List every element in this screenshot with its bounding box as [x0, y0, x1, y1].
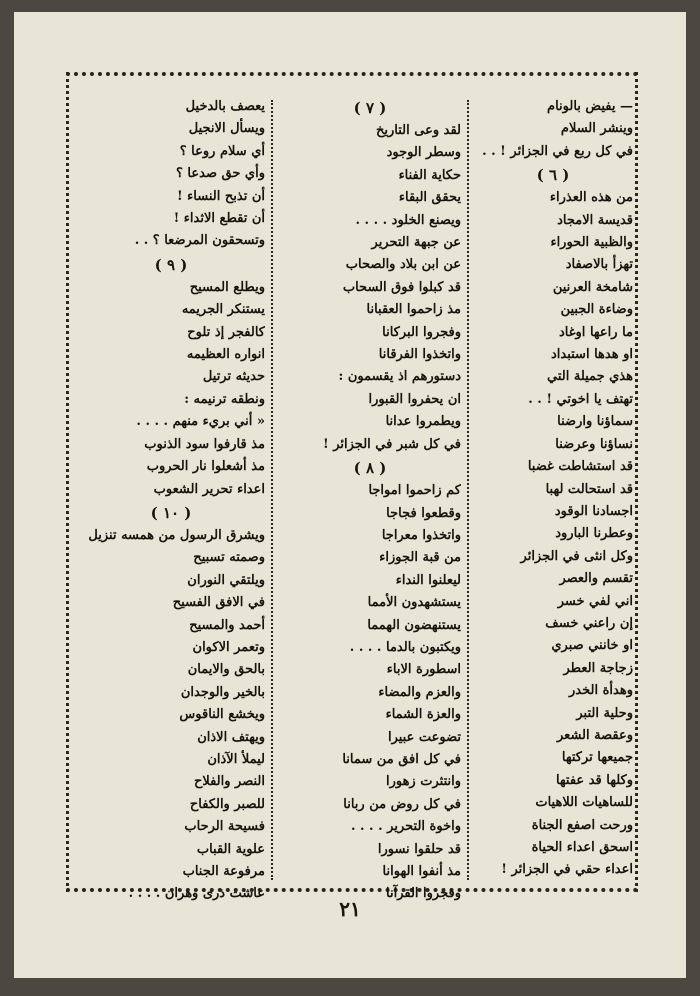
- poem-line: للساهيات اللاهيات: [535, 795, 633, 811]
- poem-line: من هذه العذراء: [549, 190, 633, 206]
- poem-line: جميعها تركتها: [561, 750, 633, 766]
- poem-line: وأي حق صدعا ؟: [175, 166, 265, 182]
- poem-line: ليملأ الآذان: [207, 751, 265, 767]
- poem-line: كم زاحموا امواجا: [368, 483, 461, 499]
- poem-line: عن جبهة التحرير: [371, 235, 461, 251]
- poem-line: بالحق والايمان: [187, 662, 265, 678]
- poem-line: اعداء تحرير الشعوب: [153, 481, 265, 497]
- poem-line: وانتثرت زهورا: [385, 774, 461, 790]
- poem-line: تهتف يا اخوتي ! . .: [528, 391, 633, 407]
- poem-line: ويطلع المسيح: [189, 279, 265, 295]
- poem-line: في كل ربع في الجزائر ! . .: [482, 143, 633, 159]
- poem-line: ونطقه ترنيمه :: [184, 391, 265, 407]
- poem-line: علوية القباب: [196, 841, 265, 857]
- poem-line: ويلتقي النوران: [187, 572, 265, 588]
- poem-line: قديسة الامجاد: [557, 212, 633, 228]
- poem-line: وكلها قد عفتها: [555, 772, 633, 788]
- column-divider-left: [271, 100, 273, 880]
- poem-line: ويكتبون بالدما . . . .: [349, 639, 461, 655]
- poem-line: حديثه ترتيل: [202, 369, 265, 385]
- poem-line: في كل شبر في الجزائر !: [323, 436, 461, 452]
- poem-column-middle: [279, 96, 461, 906]
- poem-line: من قبة الجوزاء: [379, 550, 461, 566]
- poem-line: وصمته تسبيح: [193, 550, 265, 566]
- poem-column-right: [473, 96, 633, 882]
- poem-line: ويطمروا عدانا: [385, 414, 461, 430]
- poem-line: وعطرنا البارود: [555, 526, 633, 542]
- poem-line: شامخة العرنين: [552, 279, 633, 295]
- poem-line: واتخذوا الفرقانا: [378, 347, 461, 363]
- poem-line: مذ أشعلوا نار الحروب: [146, 459, 265, 475]
- poem-line: مذ زاحموا العقبانا: [366, 302, 461, 318]
- poem-line: ليعلنوا النداء: [395, 572, 461, 588]
- poem-line: اجسادنا الوقود: [554, 503, 633, 519]
- poem-line: قد كبلوا فوق السحاب: [342, 279, 461, 295]
- poem-line: تهزأ بالاصفاد: [565, 257, 633, 273]
- poem-column-left: [77, 96, 265, 906]
- poem-line: قد استشاطت غضبا: [527, 459, 633, 475]
- poem-line: للصبر والكفاح: [189, 796, 265, 812]
- poem-line: كالفجر إذ تلوح: [187, 324, 265, 340]
- section-number: ( ٦ ): [536, 166, 570, 185]
- poem-line: في كل روض من ربانا: [343, 796, 461, 812]
- poem-line: ويخشع الناقوس: [179, 707, 265, 723]
- poem-line: اسطورة الاباء: [386, 662, 461, 678]
- poem-line: وفجروا البركانا: [382, 324, 461, 340]
- document-page: [14, 12, 686, 978]
- poem-line: ويصنع الخلود . . . .: [355, 212, 461, 228]
- poem-line: لقد وعى التاريخ: [375, 123, 461, 138]
- poem-line: زجاجة العطر: [563, 660, 633, 676]
- poem-line: أحمد والمسيح: [189, 617, 265, 633]
- poem-line: تقسم والعصر: [559, 571, 633, 587]
- poem-line: مذ أنفوا الهوانا: [382, 864, 461, 879]
- poem-line: بالخير والوجدان: [180, 684, 265, 700]
- poem-line: حكاية الفناء: [398, 167, 461, 183]
- poem-line: يحقق البقاء: [398, 190, 461, 206]
- poem-line: وكل انثى في الجزائر: [520, 548, 633, 564]
- poem-line: والعزم والمضاء: [378, 684, 461, 700]
- poem-line: مرفوعة الجناب: [182, 864, 265, 879]
- poem-line: ان يحفروا القبورا: [368, 391, 461, 407]
- poem-line: ما راعها اوغاد: [558, 324, 633, 340]
- poem-line: وعقصة الشعر: [557, 727, 633, 743]
- poem-line: — يفيض بالونام: [547, 99, 633, 114]
- poem-line: مذ قارفوا سود الذنوب: [144, 436, 265, 452]
- poem-line: وضاءة الجبين: [560, 302, 633, 318]
- poem-line: وتسحقون المرضعا ؟ . .: [134, 233, 265, 249]
- poem-line: قد استحالت لهبا: [545, 481, 633, 497]
- poem-line: دستورهم اذ يقسمون :: [338, 369, 461, 385]
- poem-line: ويهتف الاذان: [197, 729, 265, 745]
- poem-line: يستشهدون الأمما: [367, 595, 461, 611]
- poem-line: أن تذبح النساء !: [176, 188, 265, 204]
- section-number: ( ٨ ): [353, 459, 387, 478]
- poem-line: ويشرق الرسول من همسه تنزيل: [88, 527, 265, 543]
- poem-line: في الافق الفسيح: [172, 595, 265, 611]
- poem-line: وفجروا القرآنا: [386, 886, 461, 902]
- poem-line: النصر والفلاح: [193, 774, 265, 790]
- poem-line: إن راعني خسف: [545, 615, 633, 631]
- poem-line: يعصف بالدخيل: [185, 99, 265, 114]
- poem-line: نساؤنا وعرضنا: [555, 436, 633, 452]
- poem-line: وحلية التبر: [576, 705, 633, 721]
- poem-line: تضوعت عبيرا: [387, 729, 461, 745]
- poem-line: والعزة الشماء: [385, 707, 461, 723]
- poem-line: او خانني صبري: [551, 638, 633, 654]
- poem-line: انواره العظيمه: [186, 347, 265, 363]
- poem-line: او هدها استبداد: [550, 347, 633, 363]
- poem-line: أن تقطع الاثداء !: [173, 211, 265, 227]
- poem-line: وتعمر الاكوان: [192, 639, 265, 655]
- poem-line: وقطعوا فجاجا: [386, 505, 461, 521]
- poem-line: في كل افق من سمانا: [342, 751, 461, 767]
- poem-line: « أني بريء منهم . . . .: [136, 414, 265, 430]
- poem-line: فسيحة الرحاب: [184, 819, 265, 835]
- poem-line: عاشت ذرى وهران . . . .: [128, 886, 265, 902]
- poem-line: يستنهضون الهمما: [367, 617, 461, 633]
- poem-line: قد حلقوا نسورا: [377, 841, 461, 857]
- poem-line: أي سلام روعا ؟: [179, 143, 265, 159]
- section-number: ( ٧ ): [353, 99, 387, 117]
- column-divider-right: [467, 100, 469, 880]
- poem-line: والظبية الحوراء: [550, 235, 633, 251]
- poem-line: وينشر السلام: [560, 121, 633, 137]
- poem-line: عن ابن بلاد والصحاب: [345, 257, 461, 273]
- poem-line: واخوة التحرير . . . .: [350, 819, 461, 835]
- poem-line: اسحق اعداء الحياة: [531, 840, 633, 855]
- poem-line: وسطر الوجود: [386, 145, 461, 161]
- poem-line: وهدأة الخدر: [569, 683, 633, 699]
- poem-line: هذي جميلة التي: [547, 369, 633, 385]
- poem-line: ويسأل الانجيل: [188, 121, 265, 137]
- dotted-page-border: [66, 72, 638, 902]
- poem-line: ورحت اصفع الجناة: [531, 817, 633, 833]
- page-number: ٢١: [339, 897, 361, 921]
- poem-line: يستنكر الجريمه: [181, 302, 265, 318]
- section-number: ( ١٠ ): [150, 503, 192, 522]
- poem-line: اعداء حقي في الجزائر !: [501, 862, 633, 878]
- poem-line: اني لفي خسر: [557, 593, 633, 609]
- section-number: ( ٩ ): [154, 255, 188, 274]
- poem-line: سماؤنا وارضنا: [557, 414, 633, 430]
- poem-line: واتخذوا معراجا: [381, 527, 461, 543]
